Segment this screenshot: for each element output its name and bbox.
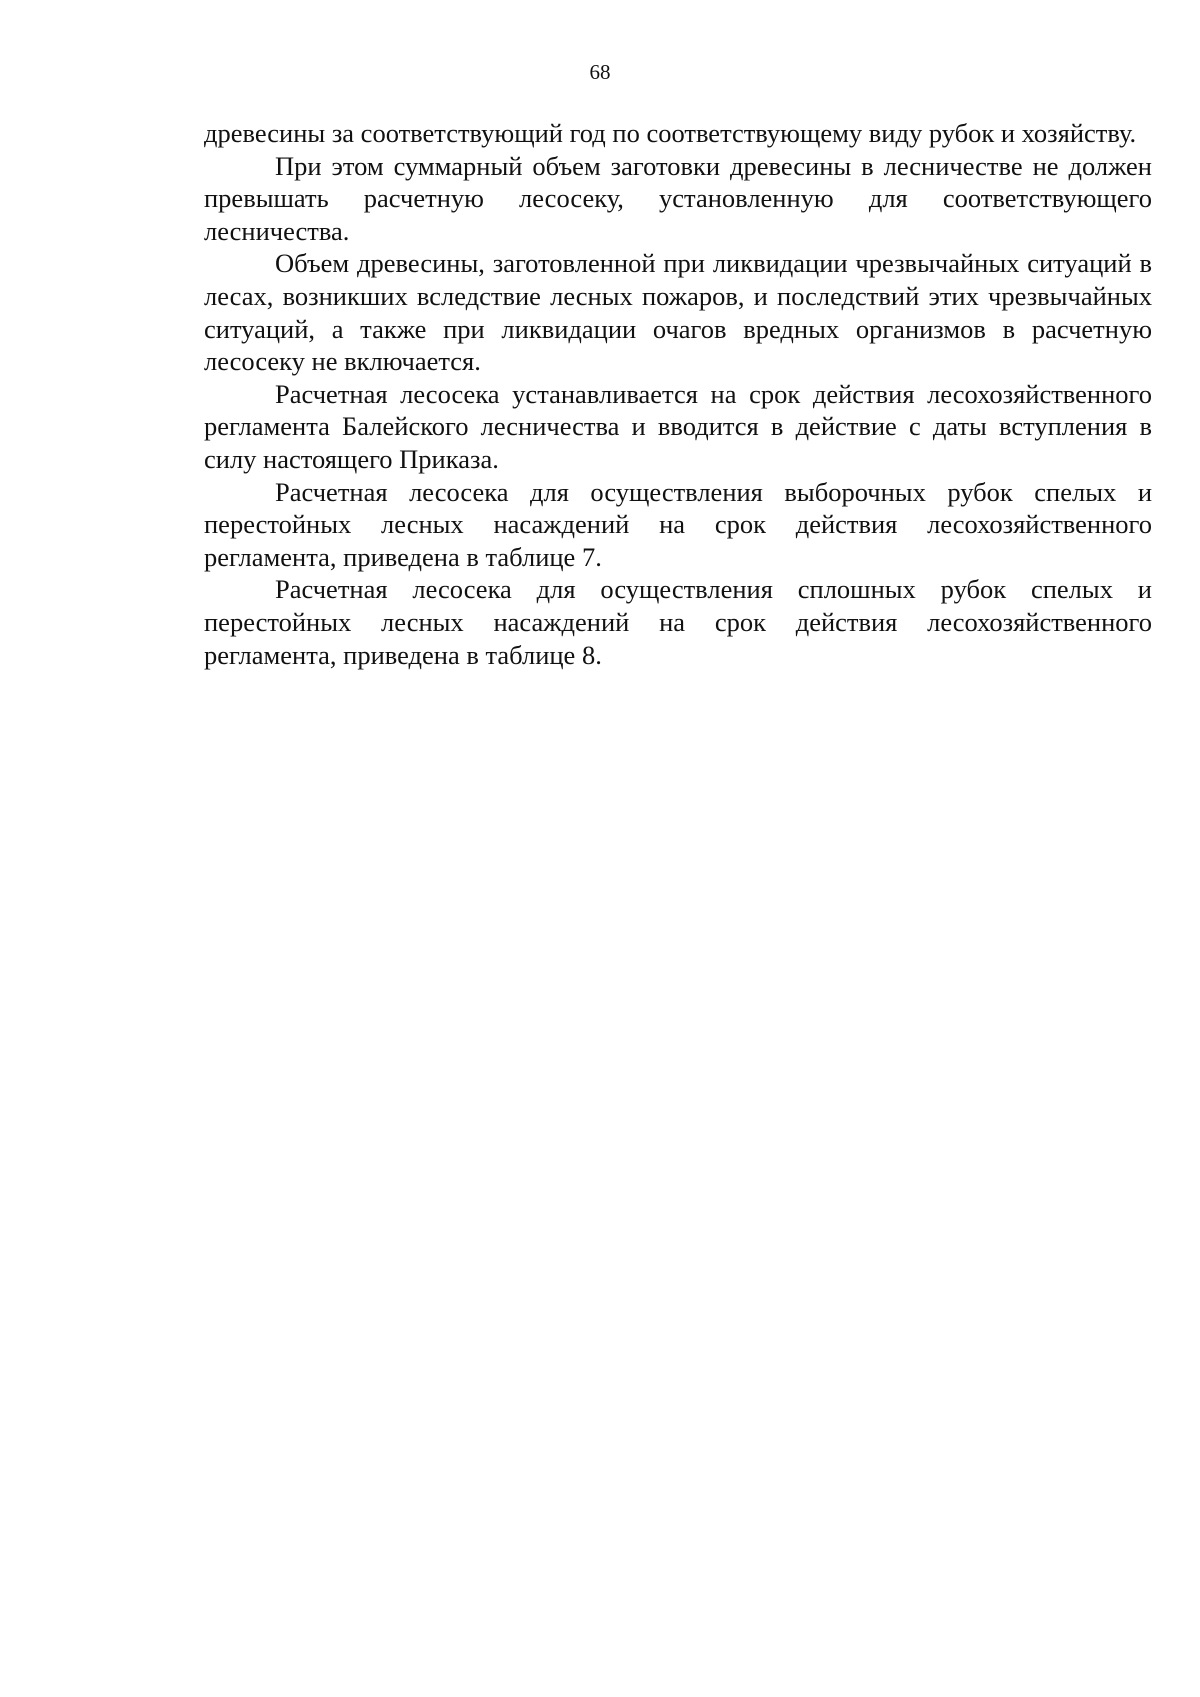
- page-number: 68: [589, 60, 611, 84]
- paragraph-total-volume-limit: При этом суммарный объем заготовки древесины в лесничестве не должен превышать расчетную лесосеку, установленную для соответствующего лесничества.: [204, 150, 1152, 246]
- paragraph-validity-period: Расчетная лесосека устанавливается на срок действия лесохозяйственного регламента Балейского лесничества и вводится в действие с даты вступления в силу настоящего Приказа.: [204, 378, 1152, 474]
- paragraph-selective-cutting-table-7: Расчетная лесосека для осуществления выборочных рубок спелых и перестойных лесных насаждений на срок действия лесохозяйственного регламента, приведена в таблице 7.: [204, 476, 1152, 572]
- paragraph-continuation: древесины за соответствующий год по соответствующему виду рубок и хозяйству.: [204, 118, 1137, 148]
- paragraph-clear-cutting-table-8: Расчетная лесосека для осуществления сплошных рубок спелых и перестойных лесных насаждений на срок действия лесохозяйственного регламента, приведена в таблице 8.: [204, 574, 1152, 670]
- paragraph-emergency-exclusion: Объем древесины, заготовленной при ликвидации чрезвычайных ситуаций в лесах, возникших вследствие лесных пожаров, и последствий этих чрезвычайных ситуаций, а также при ликвидации очагов вредных организмов в расчетную лесосеку не включается.: [204, 248, 1152, 377]
- document-body: [204, 117, 1152, 671]
